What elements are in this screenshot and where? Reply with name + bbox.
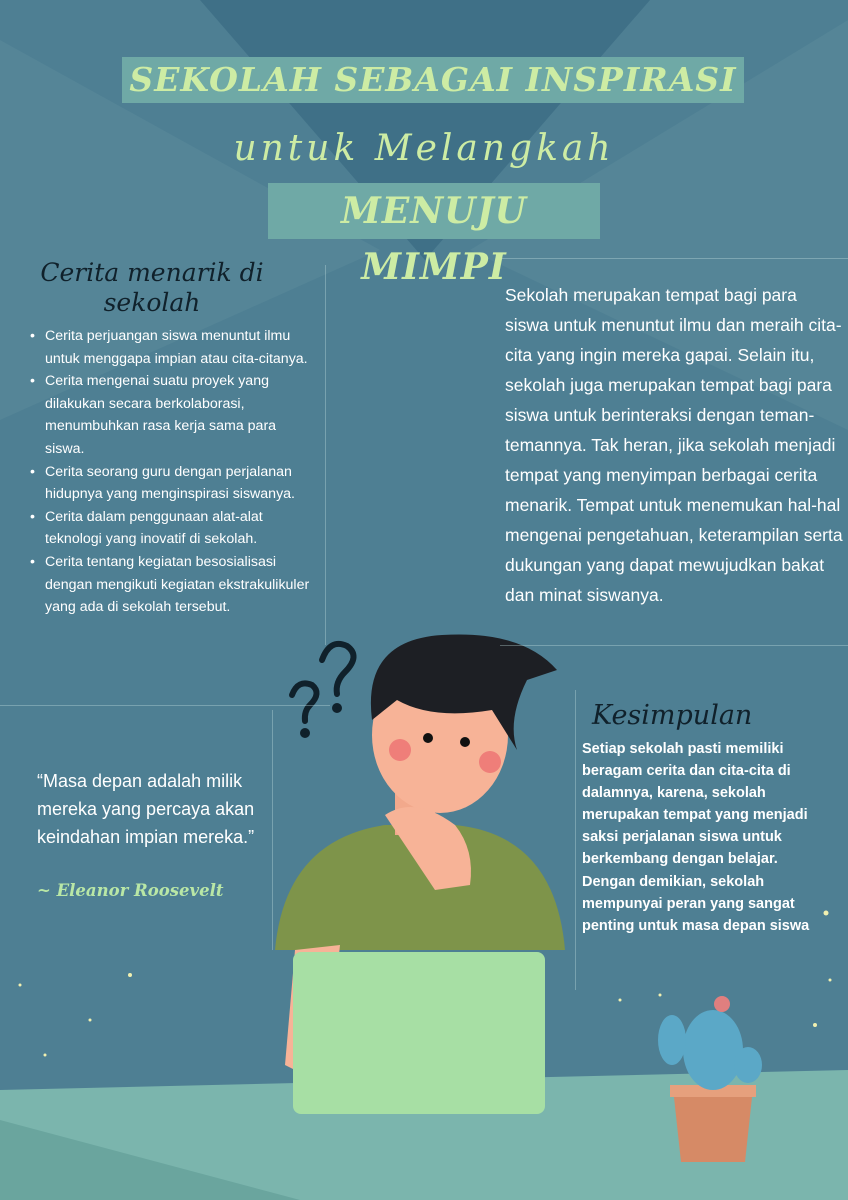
intro-paragraph: Sekolah merupakan tempat bagi para siswa untuk menuntut ilmu dan meraih cita-cita yang ingin mereka gapai. Selain itu, sekolah juga merupakan tempat bagi para siswa untuk berinteraksi dengan teman-temannya. Tak heran, jika sekolah menjadi tempat yang menyimpan berbagai cerita menarik. Tempat untuk menemukan hal-hal mengenai pengetahuan, keterampilan serta dukungan yang dapat mewujudkan bakat dan minat siswanya. [505,285,843,605]
title-line-2: untuk Melangkah [233,128,615,169]
title-line-3: MENUJU MIMPI [268,183,600,239]
list-item: • Cerita mengenai suatu proyek yang dilakukan secara berkolaborasi, menumbuhkan rasa kerja sama para siswa. [28,370,318,460]
student-illustration [275,634,565,1114]
stories-list [28,325,318,619]
stories-heading: Cerita menarik di sekolah [40,258,264,317]
list-item: • Cerita perjuangan siswa menuntut ilmu untuk menggapa impian atau cita-citanya. [28,325,318,370]
quote-author: ~ Eleanor Roosevelt [37,881,224,900]
list-item: • Cerita seorang guru dengan perjalanan hidupnya yang menginspirasi siswanya. [28,461,318,506]
conclusion-heading: Kesimpulan [592,700,753,731]
quote-text: “Masa depan adalah milik mereka yang percaya akan keindahan impian mereka.” [37,771,255,847]
title-line-1: SEKOLAH SEBAGAI INSPIRASI [122,57,744,103]
conclusion-text: Setiap sekolah pasti memiliki beragam cerita dan cita-cita di dalamnya, karena, sekolah merupakan tempat yang menjadi saksi perjalanan siswa untuk berkembang dengan belajar. Dengan demikian, sekolah mempunyai peran yang sangat penting untuk masa depan siswa [582,741,810,934]
question-marks [292,644,354,735]
list-item: • Cerita tentang kegiatan besosialisasi dengan mengikuti kegiatan ekstrakulikuler yang ada di sekolah tersebut. [28,551,318,619]
list-item: • Cerita dalam penggunaan alat-alat teknologi yang inovatif di sekolah. [28,506,318,551]
